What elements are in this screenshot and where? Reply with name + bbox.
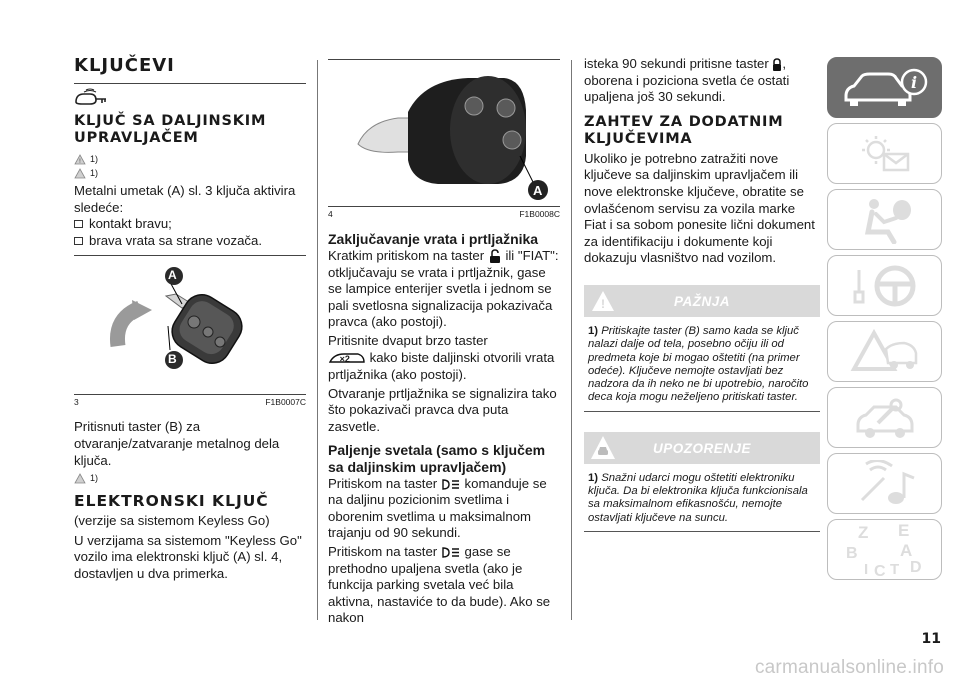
bullet-item: kontakt bravu;: [74, 216, 306, 233]
double-press-label: ×2: [339, 353, 350, 364]
paragraph: Pritisnuti taster (B) za otvaranje/zatvaranje metalnog dela ključa.: [74, 419, 280, 468]
warning-body: 1) Pritiskajte taster (B) samo kada se ključ nalazi dalje od tela, posebno očiju ili od predmeta koje bi mogao oštetiti (na primer odeće). Ključeve nemojte ostavljati bez nadzora da ih neko ne bi upotrebio, naročito deca koja mogu neželjeno pritiskati taster.: [584, 317, 820, 412]
bullet-icon: [74, 220, 83, 228]
headlight-icon: [441, 478, 461, 491]
electronic-key-heading: ELEKTRONSKI KLJUČ: [74, 492, 269, 511]
svg-text:Z: Z: [857, 522, 868, 542]
svg-text:T: T: [889, 560, 899, 578]
tab-multimedia[interactable]: [827, 453, 942, 514]
car-info-icon: [840, 66, 930, 110]
svg-text:i: i: [910, 72, 917, 92]
column-divider: [571, 60, 572, 620]
tab-driving[interactable]: [827, 255, 942, 316]
tab-safety[interactable]: [827, 189, 942, 250]
column-1: [74, 56, 306, 583]
unlock-button-icon: [488, 249, 502, 264]
paragraph: Pritisnite dvaput brzo taster: [328, 332, 488, 348]
ref-number: 1): [90, 168, 99, 178]
figure-code: F1B0007C: [265, 397, 306, 408]
bullet-item: brava vrata sa strane vozača.: [74, 233, 306, 250]
warning-ref: [74, 153, 306, 165]
column-divider: [317, 60, 318, 620]
page-number: 11: [921, 631, 941, 647]
wrench-car-icon: [850, 395, 920, 441]
caution-body: 1) Snažni udarci mogu oštetiti elektroniku ključa. Da bi elektronika ključa funkcionisala sa maksimalnom efikasnošću, nemojte ostavljati ključeve na suncu.: [584, 464, 820, 532]
headlight-icon: [441, 546, 461, 559]
caution-box-header: [584, 432, 820, 464]
svg-text:E: E: [897, 521, 909, 540]
tab-maintenance[interactable]: [827, 387, 942, 448]
note-number: 1): [588, 324, 599, 337]
warning-title: PAŽNJA: [673, 293, 730, 309]
extra-keys-heading: ZAHTEV ZA DODATNIM KLJUČEVIMA: [584, 113, 784, 147]
warning-small-icon: [74, 473, 86, 484]
paragraph: Pritiskom na taster komanduje se na daljinu pozicionim svetlima i oborenim svetlima u maksimalnom trajanju od 90 sekundi.: [328, 475, 547, 541]
paragraph: Metalni umetak (A) sl. 3 ključa aktivira sledeće:: [74, 183, 296, 215]
callout-a: A: [533, 183, 543, 198]
figure-4-key-image: [328, 60, 560, 206]
caution-small-icon: [74, 168, 86, 179]
caution-title: UPOZORENJE: [652, 440, 752, 456]
svg-text:!: !: [601, 296, 605, 311]
seat-airbag-icon: [850, 196, 920, 244]
section-title: KLJUČEVI: [74, 55, 175, 76]
warning-lights-icon: [850, 132, 920, 176]
multimedia-icon: [850, 460, 920, 508]
svg-text:B: B: [845, 544, 858, 562]
svg-text:A: A: [899, 540, 912, 560]
caution-box: [584, 432, 820, 532]
paragraph: isteka 90 sekundi pritisne taster , oborena i poziciona svetla će ostati upaljena još 30 sekundi.: [584, 56, 790, 105]
lock-button-icon: [772, 58, 782, 72]
column-3: [584, 56, 820, 532]
locking-heading: Zaključavanje vrata i prtljažnika: [328, 231, 539, 247]
figure-caption: [74, 394, 306, 407]
tab-car-info[interactable]: [827, 57, 942, 118]
callout-a: A: [168, 268, 177, 283]
figure-number: 4: [328, 209, 333, 219]
svg-text:D: D: [909, 558, 922, 576]
paragraph: Ukoliko je potrebno zatražiti nove ključeve sa daljinskim upravljačem ili nove elektronske ključeve, obratite se ovlašćenom servisu za vozila marke Fiat i sa sobom ponesite lični dokument za identifikaciju i dokumente koji dokazuju vlasništvo nad vozilom.: [584, 150, 815, 266]
warning-box-header: [584, 285, 820, 317]
svg-text:I: I: [863, 560, 868, 578]
ref-number: 1): [90, 154, 99, 164]
figure-caption: [328, 206, 560, 219]
paragraph: ×2 kako biste daljinski otvorili vrata prtljažnika (ako postoji).: [328, 349, 555, 383]
warning-ref: [74, 472, 306, 484]
column-2: [328, 56, 560, 627]
title-rule: [74, 83, 306, 84]
warning-box: [584, 285, 820, 412]
figure-number: 3: [74, 397, 79, 408]
lights-heading: Paljenje svetala (samo s ključem sa daljinskim upravljačem): [328, 441, 546, 475]
tab-warning-lights[interactable]: [827, 123, 942, 184]
steering-icon: [845, 262, 925, 310]
remote-key-heading: KLJUČ SA DALJINSKIM UPRAVLJAČEM: [74, 113, 267, 146]
warning-small-icon: [74, 154, 86, 165]
figure-code: F1B0008C: [519, 209, 560, 219]
paragraph: Kratkim pritiskom na taster ili "FIAT": otključavaju se vrata i prtljažnik, gase se lampice enterijer svetla i jednom se pali svetlosna signalizacija pokazivača pravca (ako postoji).: [328, 248, 559, 330]
watermark: carmanualsonline.info: [754, 657, 944, 678]
svg-text:C: C: [873, 562, 886, 578]
note-number: 1): [588, 471, 599, 484]
tab-emergency[interactable]: [827, 321, 942, 382]
paragraph: (verzije sa sistemom Keyless Go): [74, 513, 270, 529]
figure-3-key-image: [74, 256, 306, 394]
callout-b: B: [168, 352, 177, 367]
paragraph: Otvaranje prtljažnika se signalizira tako što pokazivači pravca dva puta zasvetle.: [328, 385, 557, 434]
caution-ref: [74, 167, 306, 179]
svg-text:!: !: [79, 158, 81, 165]
warning-triangle-icon: [850, 329, 920, 375]
tab-index[interactable]: [827, 519, 942, 580]
key-section-icon: [74, 88, 306, 110]
bullet-icon: [74, 237, 83, 245]
paragraph: Pritiskom na taster gase se prethodno upaljena svetla (ako je funkcija parking svetala već bila aktivna, nastaviće to da bude). Ako se nakon: [328, 543, 551, 626]
ref-number: 1): [90, 473, 99, 484]
chapter-sidebar: [827, 57, 942, 585]
index-letters-icon: [840, 522, 930, 578]
paragraph: U verzijama sa sistemom "Keyless Go" vozilo ima elektronski ključ (A) sl. 4, dostavljen u dva primerka.: [74, 532, 302, 581]
